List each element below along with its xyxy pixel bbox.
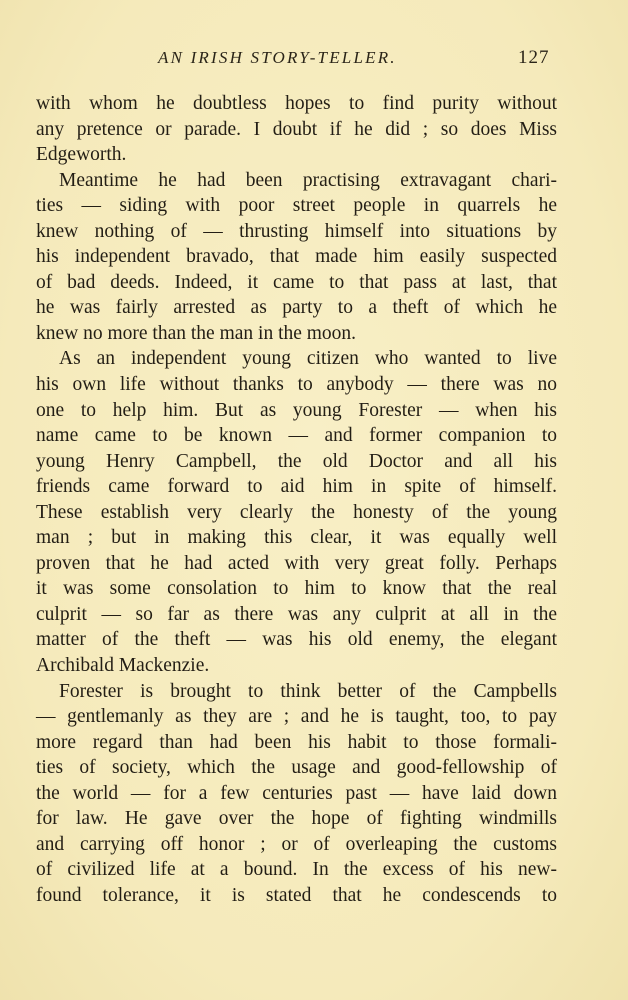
text-line: ties — siding with poor street people in quarrels he xyxy=(36,195,557,217)
text-line: These establish very clearly the honesty of the young xyxy=(36,501,557,523)
text-line: friends came forward to aid him in spite of himself. xyxy=(36,476,557,498)
text-line: more regard than had been his habit to those formali- xyxy=(36,731,557,753)
running-title: AN IRISH STORY-TELLER. xyxy=(158,48,397,67)
text-line: the world — for a few centuries past — have laid down xyxy=(36,782,557,804)
page-number: 127 xyxy=(518,47,550,68)
text-line: knew nothing of — thrusting himself into situations by xyxy=(36,220,557,242)
text-line: matter of the theft — was his old enemy, the elegant xyxy=(36,629,557,651)
text-line: of civilized life at a bound. In the excess of his new- xyxy=(36,859,557,881)
body-text xyxy=(36,91,557,909)
text-line: of bad deeds. Indeed, it came to that pass at last, that xyxy=(36,271,557,293)
text-line: Archibald Mackenzie. xyxy=(36,655,210,677)
text-line: he was fairly arrested as party to a theft of which he xyxy=(36,297,557,319)
text-line: Meantime he had been practising extravagant chari- xyxy=(59,169,557,191)
text-line: his own life without thanks to anybody — there was no xyxy=(36,374,557,396)
text-line: knew no more than the man in the moon. xyxy=(36,322,357,344)
text-line: found tolerance, it is stated that he condescends to xyxy=(36,884,557,906)
text-line: it was some consolation to him to know that the real xyxy=(36,578,557,600)
text-line: — gentlemanly as they are ; and he is taught, too, to pay xyxy=(36,706,557,728)
text-line: for law. He gave over the hope of fighting windmills xyxy=(36,808,557,830)
text-line: culprit — so far as there was any culprit at all in the xyxy=(36,603,557,625)
text-line: Forester is brought to think better of the Campbells xyxy=(59,680,557,702)
text-line: one to help him. But as young Forester — when his xyxy=(36,399,557,421)
text-line: young Henry Campbell, the old Doctor and all his xyxy=(36,450,557,472)
running-head xyxy=(0,48,628,72)
text-line: any pretence or parade. I doubt if he did ; so does Miss xyxy=(36,118,557,140)
text-line: name came to be known — and former companion to xyxy=(36,425,557,447)
text-line: Edgeworth. xyxy=(36,144,127,166)
text-line: with whom he doubtless hopes to find purity without xyxy=(36,93,557,114)
text-line: and carrying off honor ; or of overleaping the customs xyxy=(36,833,557,855)
text-line: his independent bravado, that made him easily suspected xyxy=(36,246,557,268)
text-line: proven that he had acted with very great folly. Perhaps xyxy=(36,552,557,574)
text-line: ties of society, which the usage and good-fellowship of xyxy=(36,757,557,779)
text-line: As an independent young citizen who wanted to live xyxy=(59,348,557,370)
text-line: man ; but in making this clear, it was equally well xyxy=(36,527,557,549)
